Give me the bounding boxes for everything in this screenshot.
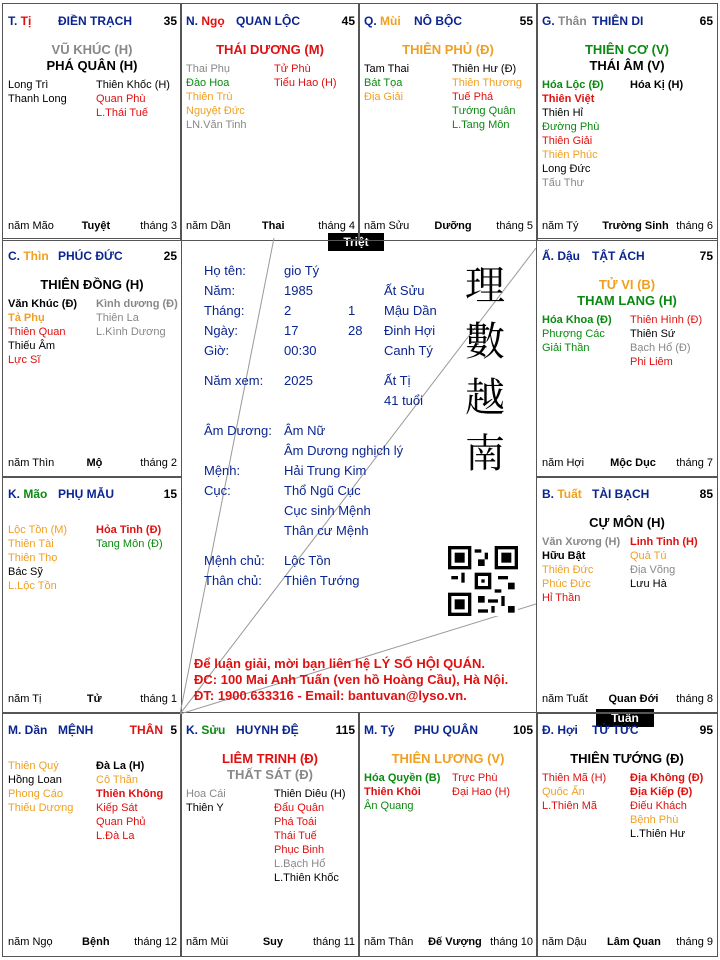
left-star-column: [186, 787, 226, 815]
month-canchi: Mậu Dần: [384, 303, 437, 318]
minor-star: Quốc Ấn: [542, 786, 585, 798]
palace-10: [358, 712, 538, 957]
right-star-column: [630, 771, 703, 841]
cuc-note-1: Cục sinh Mệnh: [284, 503, 371, 518]
palace-year: năm Tuất: [542, 693, 588, 705]
minor-star: Tang Môn (Đ): [96, 538, 163, 550]
main-stars: [537, 42, 717, 74]
palace-stem: G. Thân: [542, 14, 587, 28]
than-chu-label: Thân chủ:: [204, 573, 262, 588]
palace-0: [2, 3, 182, 241]
minor-star: Đường Phù: [542, 121, 600, 133]
palace-year: năm Tý: [542, 220, 579, 232]
minor-star: Đại Hao (H): [452, 786, 511, 798]
palace-stem: M. Dần: [8, 723, 48, 737]
palace-footer: [8, 936, 177, 949]
palace-header: [8, 249, 177, 263]
palace-footer: [542, 457, 713, 470]
view-year-value: 2025: [284, 373, 313, 388]
palace-stem: M. Tý: [364, 723, 395, 737]
minor-star: Tấu Thư: [542, 177, 585, 189]
palace-stage: Dưỡng: [434, 220, 472, 232]
minor-star: Thiên Diêu (H): [274, 788, 346, 800]
minor-star: Thiên Đức: [542, 564, 594, 576]
amduong-value: Âm Nữ: [284, 423, 326, 438]
palace-name: TẬT ÁCH: [592, 249, 645, 263]
minor-star: Kiếp Sát: [96, 802, 138, 814]
palace-stem: Đ. Hợi: [542, 723, 578, 737]
minor-star: Lực Sĩ: [8, 354, 41, 366]
palace-footer: [8, 693, 177, 706]
right-star-column: [630, 535, 698, 591]
amduong-label: Âm Dương:: [204, 423, 272, 438]
left-star-column: [8, 78, 67, 106]
palace-month: tháng 7: [676, 457, 713, 469]
palace-header: [364, 14, 533, 28]
main-star: THIÊN ĐỒNG (H): [40, 277, 144, 292]
view-year-canchi: Ất Tị: [384, 373, 411, 388]
minor-star: Thiên Y: [186, 802, 224, 814]
minor-star: L.Đà La: [96, 830, 135, 842]
minor-star: Quan Phù: [96, 93, 146, 105]
minor-star: Đẩu Quân: [274, 802, 325, 814]
minor-star: Thiên Trù: [186, 91, 233, 103]
minor-star: Bạch Hổ (Đ): [630, 342, 691, 354]
main-star: VŨ KHÚC (H): [51, 42, 133, 57]
palace-year: năm Mão: [8, 220, 54, 232]
palace-header: [542, 14, 713, 28]
minor-star: Thiên Sứ: [630, 328, 676, 340]
right-star-column: [96, 297, 178, 339]
minor-star: LN.Văn Tinh: [186, 119, 247, 131]
palace-stage: Tử: [86, 693, 102, 705]
minor-star: Thai Phụ: [186, 63, 231, 75]
amduong-note: Âm Dương nghịch lý: [284, 443, 404, 458]
minor-star: Lưu Hà: [630, 578, 667, 590]
left-star-column: [8, 759, 73, 815]
palace-name: PHỤ MẪU: [58, 487, 114, 501]
main-star: THÁI DƯƠNG (M): [216, 42, 324, 57]
minor-star: Văn Xương (H): [542, 536, 621, 548]
age-value: 41 tuổi: [384, 393, 424, 408]
palace-stage: Tuyệt: [81, 220, 111, 232]
minor-star: L.Lộc Tồn: [8, 580, 57, 592]
palace-header: [8, 487, 177, 501]
palace-footer: [8, 220, 177, 233]
right-star-column: [274, 62, 337, 90]
palace-2: [358, 3, 538, 241]
palace-name: PHU QUÂN: [414, 723, 479, 737]
main-star: THAM LANG (H): [577, 293, 677, 308]
minor-star: Thiên Khôi: [364, 786, 421, 798]
palace-age: 45: [341, 14, 355, 28]
minor-star: Địa Giải: [364, 91, 404, 103]
palace-stage: Quan Đới: [608, 693, 659, 705]
minor-star: Hoa Cái: [186, 788, 226, 800]
main-stars: [537, 751, 717, 767]
palace-month: tháng 8: [676, 693, 713, 705]
minor-star: Thiên Hình (Đ): [630, 314, 703, 326]
palace-age: 35: [163, 14, 177, 28]
minor-star: Địa Võng: [630, 564, 676, 576]
palace-7: [536, 476, 718, 714]
palace-stem: K. Mão: [8, 487, 48, 501]
palace-8: [2, 712, 182, 957]
palace-header: [542, 723, 713, 737]
palace-name: TỬ TỨC: [592, 723, 639, 737]
minor-star: Đào Hoa: [186, 77, 230, 89]
minor-star: Thiếu Âm: [8, 340, 56, 352]
left-star-column: [542, 535, 620, 605]
right-star-column: [630, 313, 702, 369]
left-star-column: [542, 313, 612, 355]
minor-star: Hóa Khoa (Đ): [542, 314, 612, 326]
calligraphy-logo: 理數越南: [465, 263, 505, 477]
palace-stage: Trường Sinh: [602, 220, 669, 232]
palace-month: tháng 2: [140, 457, 177, 469]
palace-footer: [8, 457, 177, 470]
palace-header: [8, 723, 177, 737]
palace-stem: Ấ. Dậu: [542, 249, 581, 263]
palace-month: tháng 9: [676, 936, 713, 948]
minor-star: Văn Khúc (Đ): [8, 298, 78, 310]
right-star-column: [452, 771, 510, 799]
palace-name: THIÊN DI: [592, 14, 644, 28]
main-stars: [3, 42, 181, 74]
palace-month: tháng 5: [496, 220, 533, 232]
minor-star: Thiên Quan: [8, 326, 66, 338]
palace-stem: K. Sửu: [186, 723, 226, 737]
minor-star: Thiên Hỉ: [542, 107, 583, 119]
minor-star: L.Thiên Mã: [542, 800, 598, 812]
palace-month: tháng 6: [676, 220, 713, 232]
cuc-note-2: Thân cư Mệnh: [284, 523, 369, 538]
minor-star: Thiên Giải: [542, 135, 593, 147]
main-stars: [181, 42, 359, 58]
name-label: Họ tên:: [204, 263, 246, 278]
palace-stem: C. Thìn: [8, 249, 49, 263]
minor-star: Địa Không (Đ): [630, 772, 704, 784]
minor-star: Linh Tinh (H): [630, 536, 698, 548]
palace-6: [2, 476, 182, 714]
palace-footer: [186, 220, 355, 233]
contact-line-3: ĐT: 1900.633316 - Email: bantuvan@lyso.vn.: [194, 688, 467, 703]
contact-line-1: Để luận giải, mời bạn liên hệ LÝ SỐ HỘI QUÁN.: [194, 656, 485, 671]
month-solar: 2: [284, 303, 292, 318]
minor-star: Phong Cáo: [8, 788, 64, 800]
palace-age: 5: [170, 723, 177, 737]
left-star-column: [186, 62, 247, 132]
minor-star: L.Thái Tuế: [96, 107, 148, 119]
palace-stem: Q. Mùi: [364, 14, 401, 28]
minor-star: Hóa Lộc (Đ): [542, 79, 604, 91]
palace-9: [180, 712, 360, 957]
main-stars: [537, 277, 717, 309]
minor-star: Tướng Quân: [452, 105, 516, 117]
main-star: THIÊN CƠ (V): [584, 42, 670, 57]
palace-name: QUAN LỘC: [236, 14, 300, 28]
minor-star: Thiên Tài: [8, 538, 54, 550]
palace-footer: [542, 693, 713, 706]
than-marker: THÂN: [129, 723, 163, 737]
palace-year: năm Tị: [8, 693, 42, 705]
minor-star: Thiên Phúc: [542, 149, 598, 161]
minor-star: Lộc Tồn (M): [8, 524, 68, 536]
palace-footer: [186, 936, 355, 949]
palace-name: ĐIỀN TRẠCH: [58, 14, 132, 28]
minor-star: L.Thiên Hư: [630, 828, 686, 840]
minor-star: Hữu Bật: [542, 550, 586, 562]
palace-age: 95: [699, 723, 713, 737]
palace-name: HUYNH ĐỆ: [236, 723, 299, 737]
palace-name: TÀI BẠCH: [592, 487, 650, 501]
palace-stage: Mộc Dục: [610, 457, 656, 469]
minor-star: Thiên Quý: [8, 760, 59, 772]
day-solar: 17: [284, 323, 299, 338]
palace-3: [536, 3, 718, 241]
hour-canchi: Canh Tý: [384, 343, 433, 358]
palace-stage: Mộ: [86, 457, 103, 469]
minor-star: Trực Phù: [452, 772, 498, 784]
minor-star: Ân Quang: [364, 800, 414, 812]
minor-star: Phượng Các: [542, 328, 605, 340]
minor-star: Thiên Mã (H): [542, 772, 607, 784]
main-stars: [537, 515, 717, 531]
palace-year: năm Thìn: [8, 457, 55, 469]
minor-star: Bệnh Phù: [630, 814, 679, 826]
left-star-column: [364, 771, 440, 813]
main-stars: [181, 751, 359, 783]
left-star-column: [364, 62, 409, 104]
left-star-column: [8, 523, 67, 593]
palace-footer: [542, 220, 713, 233]
main-stars: [359, 42, 537, 58]
minor-star: Bát Tọa: [364, 77, 403, 89]
palace-age: 85: [699, 487, 713, 501]
minor-star: Thiên Không: [96, 788, 164, 800]
palace-age: 15: [163, 487, 177, 501]
qr-code: [448, 546, 518, 616]
palace-stage: Lâm Quan: [607, 936, 661, 948]
tuan-tag: Tuần: [596, 709, 654, 727]
minor-star: Tam Thai: [364, 63, 410, 75]
year-label: Năm:: [204, 283, 236, 298]
view-year-label: Năm xem:: [204, 373, 264, 388]
minor-star: Giải Thần: [542, 342, 590, 354]
minor-star: Hỏa Tinh (Đ): [96, 524, 162, 536]
cuc-label: Cục:: [204, 483, 231, 498]
main-star: THÁI ÂM (V): [589, 58, 665, 73]
minor-star: Kình dương (Đ): [96, 298, 178, 310]
palace-year: năm Thân: [364, 936, 414, 948]
minor-star: Địa Kiếp (Đ): [630, 786, 693, 798]
minor-star: Hóa Kị (H): [630, 79, 684, 91]
palace-1: [180, 3, 360, 241]
palace-month: tháng 12: [134, 936, 177, 948]
palace-stage: Đế Vượng: [428, 936, 482, 948]
main-star: THIÊN LƯƠNG (V): [391, 751, 505, 766]
palace-name: PHÚC ĐỨC: [58, 249, 123, 263]
hour-label: Giờ:: [204, 343, 230, 358]
palace-stage: Thai: [261, 220, 285, 232]
minor-star: Phi Liêm: [630, 356, 673, 368]
minor-star: Long Đức: [542, 163, 591, 175]
month-lunar: 1: [348, 303, 356, 318]
palace-month: tháng 10: [490, 936, 533, 948]
year-canchi: Ất Sửu: [384, 283, 425, 298]
main-star: CỰ MÔN (H): [589, 515, 665, 530]
palace-name: MỆNH: [58, 723, 94, 737]
minor-star: Quan Phủ: [96, 816, 146, 828]
minor-star: Đà La (H): [96, 760, 145, 772]
palace-year: năm Sửu: [364, 220, 410, 232]
right-star-column: [452, 62, 522, 132]
main-star: LIÊM TRINH (Đ): [221, 751, 319, 766]
palace-header: [186, 723, 355, 737]
palace-month: tháng 11: [312, 936, 355, 948]
minor-star: Tuế Phá: [452, 91, 494, 103]
menh-chu-value: Lộc Tồn: [284, 553, 331, 568]
minor-star: Quả Tú: [630, 550, 667, 562]
right-star-column: [96, 523, 163, 551]
minor-star: Hóa Quyền (B): [364, 772, 441, 784]
minor-star: Thiên Việt: [542, 93, 595, 105]
day-lunar: 28: [348, 323, 363, 338]
menh-chu-label: Mệnh chủ:: [204, 553, 265, 568]
minor-star: Tiểu Hao (H): [274, 77, 337, 89]
minor-star: Hồng Loan: [8, 774, 62, 786]
palace-5: [536, 238, 718, 478]
right-star-column: [630, 78, 683, 92]
main-star: TỬ VI (B): [598, 277, 656, 292]
palace-stage: Suy: [262, 936, 284, 948]
palace-age: 105: [512, 723, 533, 737]
palace-name: NÔ BỘC: [414, 14, 462, 28]
palace-month: tháng 3: [140, 220, 177, 232]
minor-star: Phá Toái: [274, 816, 317, 828]
palace-header: [186, 14, 355, 28]
triet-tag: Triệt: [328, 233, 384, 251]
palace-year: năm Dần: [186, 220, 231, 232]
palace-stem: B. Tuất: [542, 487, 582, 501]
day-label: Ngày:: [204, 323, 238, 338]
minor-star: Thái Tuế: [274, 830, 317, 842]
palace-4: [2, 238, 182, 478]
main-stars: [359, 751, 537, 767]
main-star: THIÊN TƯỚNG (Đ): [570, 751, 684, 766]
minor-star: Thanh Long: [8, 93, 67, 105]
palace-header: [364, 723, 533, 737]
palace-month: tháng 1: [140, 693, 177, 705]
minor-star: Hỉ Thần: [542, 592, 581, 604]
minor-star: Thiếu Dương: [8, 802, 74, 814]
left-star-column: [542, 78, 604, 190]
palace-header: [542, 249, 713, 263]
palace-age: 115: [335, 723, 355, 737]
center-info-panel: [180, 238, 536, 714]
minor-star: Phúc Đức: [542, 578, 591, 590]
palace-stage: Bệnh: [82, 936, 110, 948]
contact-line-2: ĐC: 100 Mai Anh Tuấn (ven hồ Hoàng Cầu), Hà Nội.: [194, 672, 509, 687]
minor-star: Thiên Khốc (H): [96, 79, 170, 91]
right-star-column: [274, 787, 346, 885]
minor-star: Thiên Hư (Đ): [452, 63, 517, 75]
main-star: THẤT SÁT (Đ): [227, 767, 313, 782]
cuc-value: Thổ Ngũ Cục: [284, 483, 361, 498]
right-star-column: [96, 78, 170, 120]
main-star: PHÁ QUÂN (H): [46, 58, 138, 73]
minor-star: L.Thiên Khốc: [274, 872, 339, 884]
left-star-column: [8, 297, 77, 367]
palace-stem: N. Ngọ: [186, 14, 225, 28]
right-star-column: [96, 759, 163, 843]
hour-value: 00:30: [284, 343, 317, 358]
than-chu-value: Thiên Tướng: [284, 573, 360, 588]
minor-star: L.Bạch Hổ: [274, 858, 326, 870]
palace-stem: T. Tị: [8, 14, 32, 28]
minor-star: L.Kình Dương: [96, 326, 166, 338]
year-value: 1985: [284, 283, 313, 298]
palace-footer: [542, 936, 713, 949]
minor-star: Cô Thần: [96, 774, 138, 786]
minor-star: Long Trì: [8, 79, 49, 91]
minor-star: L.Tang Môn: [452, 119, 510, 131]
palace-age: 65: [699, 14, 713, 28]
palace-header: [542, 487, 713, 501]
palace-year: năm Mùi: [186, 936, 229, 948]
minor-star: Bác Sỹ: [8, 566, 43, 578]
palace-month: tháng 4: [318, 220, 355, 232]
month-label: Tháng:: [204, 303, 245, 318]
minor-star: Nguyệt Đức: [186, 105, 245, 117]
main-stars: [3, 277, 181, 293]
menh-value: Hải Trung Kim: [284, 463, 367, 478]
main-star: THIÊN PHỦ (Đ): [402, 42, 494, 57]
palace-age: 55: [519, 14, 533, 28]
minor-star: Thiên Thọ: [8, 552, 58, 564]
palace-age: 25: [163, 249, 177, 263]
palace-year: năm Dậu: [542, 936, 587, 948]
minor-star: Tả Phụ: [8, 312, 45, 324]
left-star-column: [542, 771, 606, 813]
day-canchi: Đinh Hợi: [384, 323, 436, 338]
minor-star: Thiên Thương: [452, 77, 523, 89]
menh-label: Mệnh:: [204, 463, 241, 478]
minor-star: Tử Phù: [274, 63, 311, 75]
minor-star: Thiên La: [96, 312, 139, 324]
palace-year: năm Ngọ: [8, 936, 53, 948]
palace-footer: [364, 936, 533, 949]
minor-star: Điếu Khách: [630, 800, 687, 812]
palace-footer: [364, 220, 533, 233]
minor-star: Phục Binh: [274, 844, 325, 856]
palace-header: [8, 14, 177, 28]
palace-age: 75: [699, 249, 713, 263]
name-value: gio Tý: [284, 263, 320, 278]
palace-11: [536, 712, 718, 957]
palace-year: năm Hợi: [542, 457, 585, 469]
